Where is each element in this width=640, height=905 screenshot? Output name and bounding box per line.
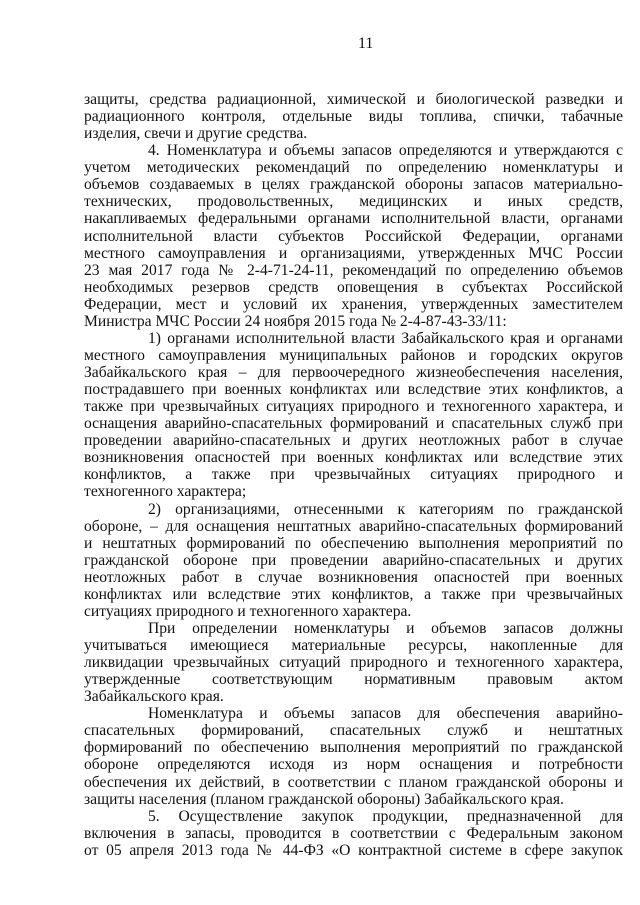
paragraph bbox=[84, 501, 623, 620]
text-line: конфликтах или вследствие этих конфликтов, а также при чрезвычайных bbox=[84, 585, 623, 603]
text-line: обороне, – для оснащения нештатных аварийно-спасательных формирований bbox=[84, 517, 623, 535]
text-line: Министра МЧС России 24 ноября 2015 года № 2-4-87-43-33/11: bbox=[84, 312, 507, 330]
text-line: 2) организациями, отнесенными к категориям по гражданской bbox=[148, 500, 623, 518]
paragraph bbox=[84, 142, 623, 330]
text-line: также при чрезвычайных ситуациях природного и техногенного характера, и bbox=[84, 398, 623, 416]
text-line: неотложных работ в случае возникновения опасностей при военных bbox=[84, 568, 623, 586]
text-line: исполнительной власти субъектов Российской Федерации, органами bbox=[84, 227, 623, 245]
text-line: Забайкальского края – для первоочередного жизнеобеспечения населения, bbox=[84, 364, 623, 381]
text-line: ситуациях природного и техногенного характера. bbox=[84, 602, 412, 620]
text-line: от 05 апреля 2013 года № 44-ФЗ «О контрактной системе в сфере закупок bbox=[84, 841, 623, 859]
text-line: местного самоуправления и организациями, утвержденных МЧС России bbox=[84, 244, 623, 262]
text-line: включения в запасы, проводится в соответствии с Федеральным законом bbox=[84, 824, 623, 842]
text-line: утвержденные соответствующим нормативным правовым актом bbox=[84, 671, 623, 689]
paragraph bbox=[84, 705, 623, 807]
text-line: ликвидации чрезвычайных ситуаций природного и техногенного характера, bbox=[84, 654, 623, 672]
text-line: формирований по обеспечению выполнения мероприятий по гражданской bbox=[84, 739, 623, 757]
text-line: конфликтов, а также при чрезвычайных ситуациях природного и bbox=[84, 466, 623, 484]
paragraph bbox=[84, 808, 623, 859]
paragraph bbox=[84, 330, 623, 501]
text-line: объемов создаваемых в целях гражданской обороны запасов материально- bbox=[84, 176, 623, 194]
text-line: учитываться имеющиеся материальные ресурсы, накопленные для bbox=[84, 637, 623, 654]
text-line: 23 мая 2017 года № 2-4-71-24-11, рекомендаций по определению объемов bbox=[84, 261, 623, 279]
text-line: оснащения аварийно-спасательных формирований и спасательных служб при bbox=[84, 415, 623, 433]
paragraph bbox=[84, 620, 623, 705]
text-line: радиационного контроля, отдельные виды топлива, спички, табачные bbox=[84, 108, 623, 126]
text-line: защиты населения (планом гражданской обороны) Забайкальского края. bbox=[84, 790, 564, 808]
text-line: возникновения опасностей при военных конфликтах или вследствие этих bbox=[84, 449, 623, 467]
text-line: гражданской обороне при проведении аварийно-спасательных и других bbox=[84, 551, 623, 569]
text-line: техногенного характера; bbox=[84, 483, 247, 501]
document-body bbox=[84, 91, 623, 859]
text-line: 4. Номенклатура и объемы запасов определяются и утверждаются с bbox=[148, 142, 623, 160]
text-line: спасательных формирований, спасательных служб и нештатных bbox=[84, 722, 623, 740]
text-line: обеспечения их действий, в соответствии с планом гражданской обороны и bbox=[84, 773, 623, 791]
text-line: местного самоуправления муниципальных районов и городских округов bbox=[84, 346, 623, 364]
text-line: изделия, свечи и другие средства. bbox=[84, 125, 308, 143]
text-line: накапливаемых федеральными органами исполнительной власти, органами bbox=[84, 210, 623, 228]
text-line: и нештатных формирований по обеспечению выполнения мероприятий по bbox=[84, 534, 623, 552]
text-line: проведении аварийно-спасательных и других неотложных работ в случае bbox=[84, 432, 623, 450]
paragraph bbox=[84, 91, 623, 142]
text-line: Забайкальского края. bbox=[84, 688, 224, 706]
text-line: 5. Осуществление закупок продукции, предназначенной для bbox=[148, 807, 623, 825]
text-line: учетом методических рекомендаций по определению номенклатуры и bbox=[84, 159, 623, 177]
text-line: При определении номенклатуры и объемов запасов должны bbox=[148, 619, 623, 637]
text-line: Федерации, мест и условий их хранения, утвержденных заместителем bbox=[84, 295, 623, 313]
text-line: 1) органами исполнительной власти Забайкальского края и органами bbox=[148, 329, 623, 347]
text-line: Номенклатура и объемы запасов для обеспечения аварийно- bbox=[148, 705, 623, 723]
text-line: технических, продовольственных, медицинских и иных средств, bbox=[84, 193, 623, 211]
page-number: 11 bbox=[358, 35, 374, 52]
text-line: обороне определяются исходя из норм оснащения и потребности bbox=[84, 756, 623, 774]
text-line: защиты, средства радиационной, химической и биологической разведки и bbox=[84, 91, 623, 108]
text-line: пострадавшего при военных конфликтах или вследствие этих конфликтов, а bbox=[84, 381, 623, 399]
text-line: необходимых резервов средств оповещения в субъектах Российской bbox=[84, 278, 623, 296]
